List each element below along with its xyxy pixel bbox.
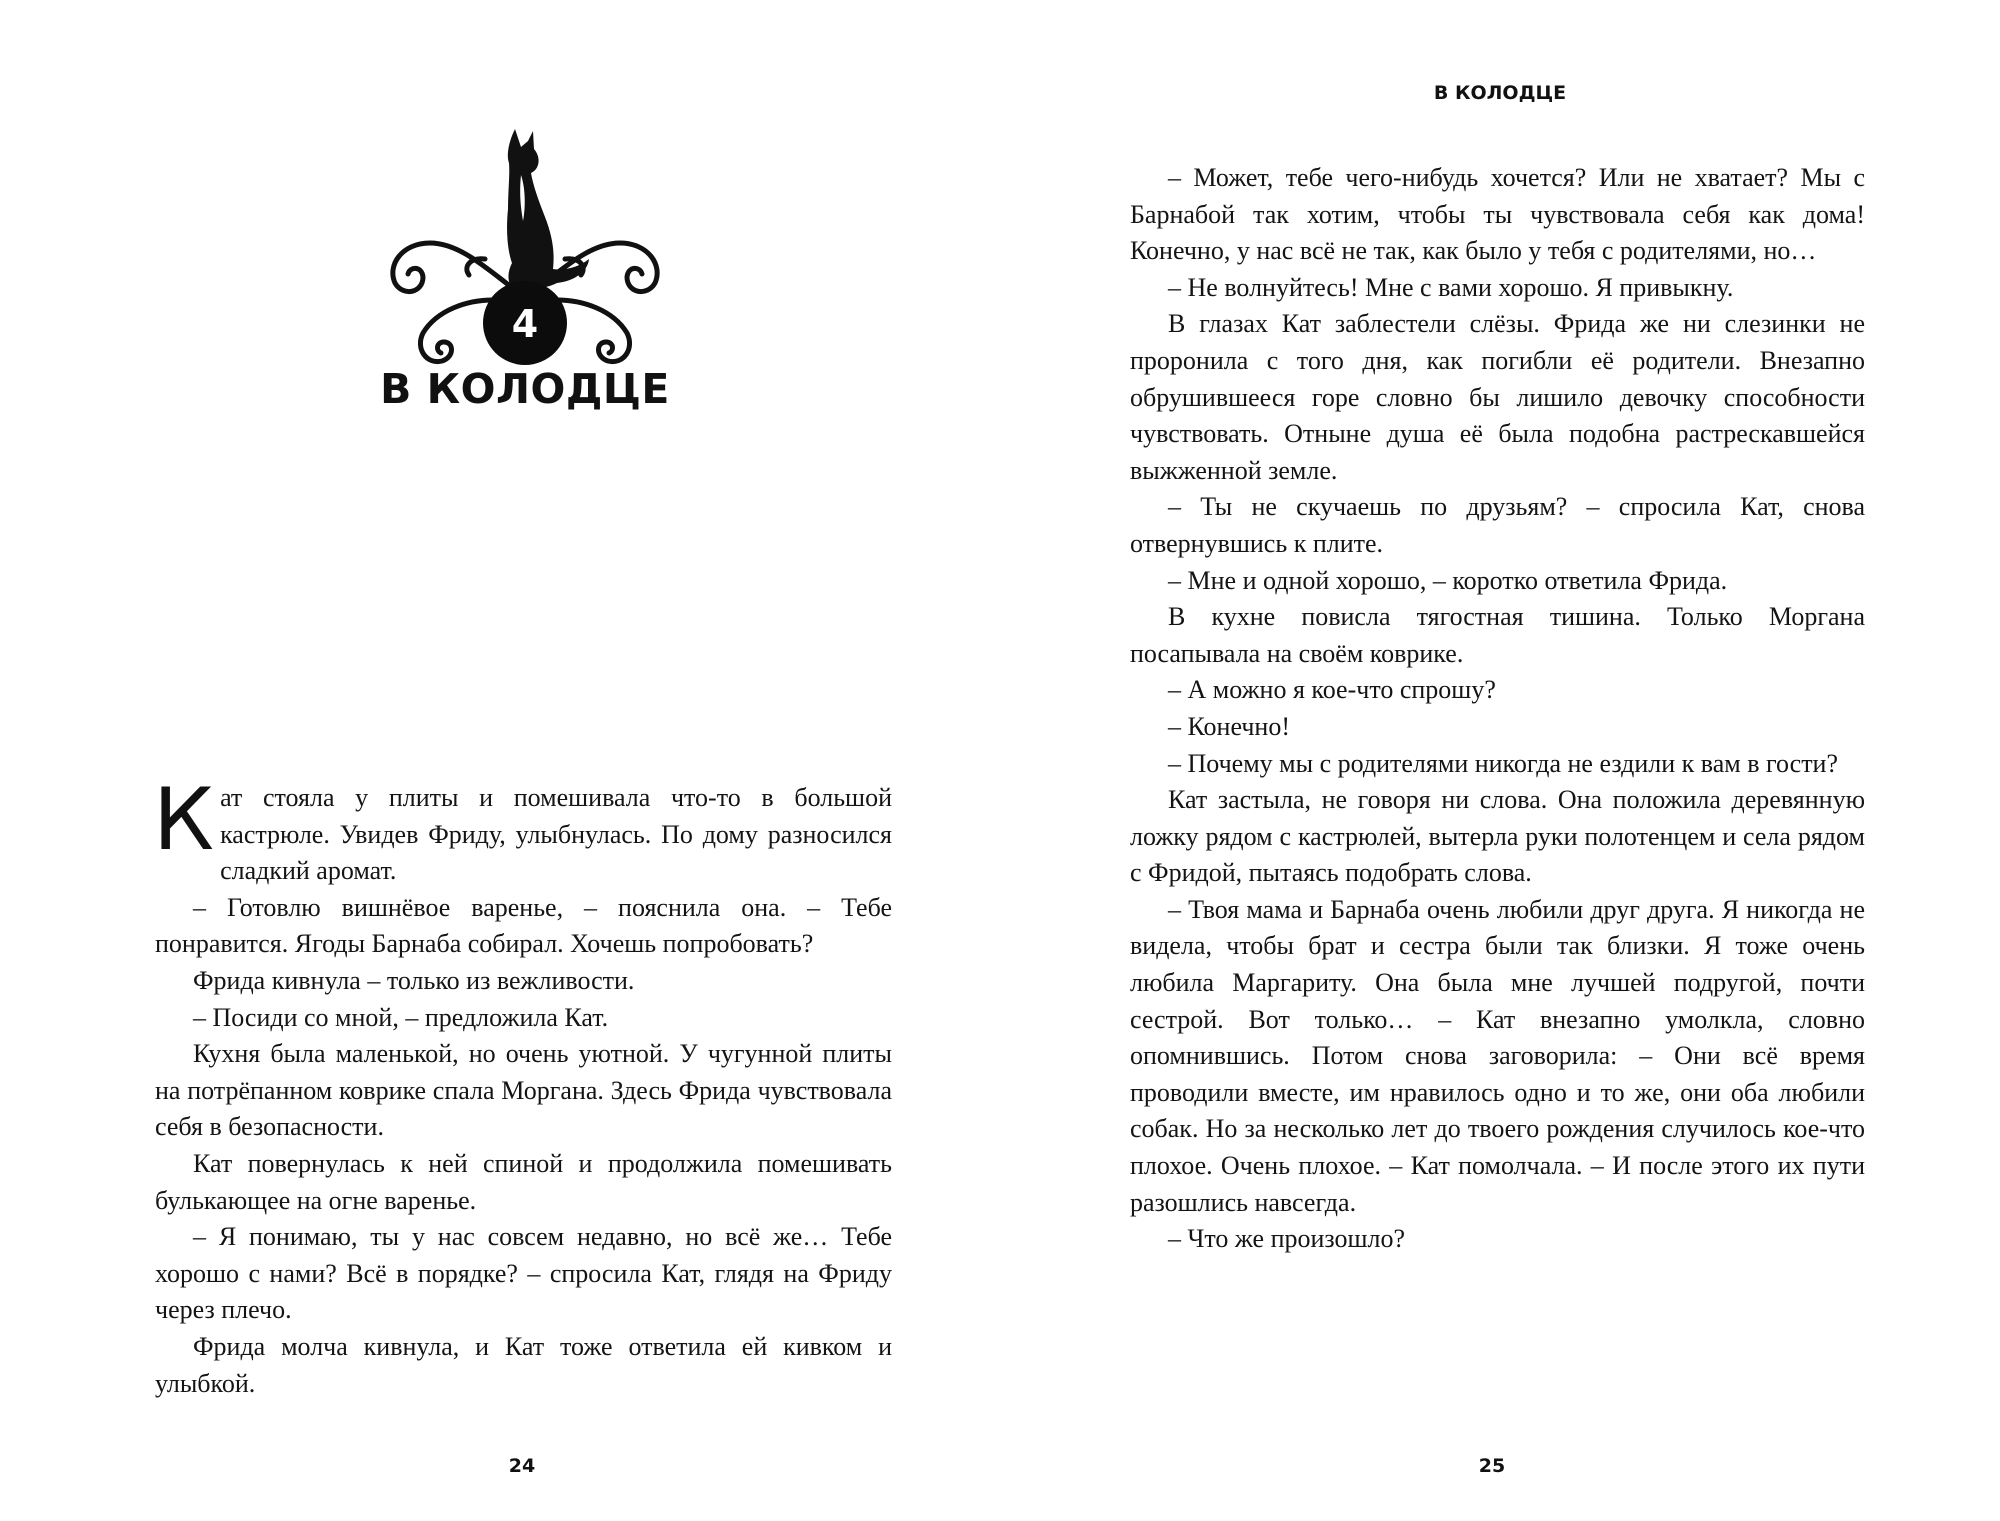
paragraph: – Что же произошло? — [1168, 1224, 1406, 1254]
paragraph: – Мне и одной хорошо, – коротко ответила Фрида. — [1168, 565, 1728, 595]
paragraph: В глазах Кат заблестели слёзы. Фрида же ни слезинки не проронила с того дня, как погибли её родители. Внезапно обрушившееся горе словно бы лишило девочку способности чувствовать. Отныне душа её была подобна растрескавшейся выжженной земле. — [1130, 309, 1865, 485]
left-body-text — [153, 770, 892, 1402]
paragraph: Кат застыла, не говоря ни слова. Она положила деревянную ложку рядом с кастрюлей, вытерла руки полотенцем и села рядом с Фридой, пытаясь подобрать слова. — [1130, 785, 1865, 888]
paragraph: – Ты не скучаешь по друзьям? – спросила Кат, снова отвернувшись к плите. — [1130, 492, 1865, 558]
paragraph: Кухня была маленькой, но очень уютной. У чугунной плиты на потрёпанном коврике спала Моргана. Здесь Фрида чувствовала себя в безопасности. — [155, 1039, 892, 1142]
chapter-title: В КОЛОДЦЕ — [380, 365, 670, 413]
paragraph: Фрида кивнула – только из вежливости. — [193, 965, 635, 995]
paragraph: – Почему мы с родителями никогда не ездили к вам в гости? — [1168, 748, 1839, 778]
running-head: В КОЛОДЦЕ — [1433, 82, 1567, 104]
paragraph: – Я понимаю, ты у нас совсем недавно, но всё же… Тебе хорошо с нами? Всё в порядке? – спросила Кат, глядя на Фриду через плечо. — [155, 1222, 892, 1325]
paragraph: – Готовлю вишнёвое варенье, – пояснила она. – Тебе понравится. Ягоды Барнаба собирал. Хочешь попробовать? — [155, 892, 892, 959]
paragraph: – Может, тебе чего-нибудь хочется? Или не хватает? Мы с Барнабой так хотим, чтобы ты чувствовала себя как дома! Конечно, у нас всё не так, как было у тебя с родителями, но… — [1130, 163, 1865, 266]
paragraph: Фрида молча кивнула, и Кат тоже ответила ей кивком и улыбкой. — [155, 1331, 892, 1398]
dog-silhouette-icon — [507, 129, 589, 289]
paragraph: Кат повернулась к ней спиной и продолжила помешивать булькающее на огне варенье. — [155, 1148, 892, 1215]
paragraph: – А можно я кое-что спрошу? — [1168, 675, 1496, 705]
chapter-emblem — [375, 125, 675, 380]
paragraph: – Конечно! — [1168, 711, 1291, 741]
chapter-number: 4 — [511, 302, 539, 346]
right-body-text — [1130, 160, 1865, 1258]
paragraph: – Посиди со мной, – предложила Кат. — [193, 1002, 609, 1032]
page-number: 25 — [1478, 1455, 1506, 1477]
page-number: 24 — [508, 1455, 536, 1477]
paragraph: В кухне повисла тягостная тишина. Только Моргана посапывала на своём коврике. — [1130, 602, 1865, 668]
right-page — [1000, 0, 2000, 1521]
paragraph: – Твоя мама и Барнаба очень любили друг друга. Я никогда не видела, чтобы брат и сестра были так близки. Я тоже очень любила Маргариту. Она была мне лучшей подругой, почти сестрой. Вот только… – Кат внезапно умолкла, словно опомнившись. Потом снова заговорила: – Они всё время проводили вместе, им нравилось одно и то же, они оба любили собак. Но за несколько лет до твоего рождения случилось кое-что плохое. Очень плохое. – Кат помолчала. – И после этого их пути разошлись навсегда. — [1130, 894, 1865, 1217]
paragraph: – Не волнуйтесь! Мне с вами хорошо. Я привыкну. — [1168, 272, 1734, 302]
drop-cap: К — [153, 770, 215, 870]
paragraph: Кат стояла у плиты и помешивала что-то в большой кастрюле. Увидев Фриду, улыбнулась. По дому разносился сладкий аромат. — [153, 770, 892, 886]
